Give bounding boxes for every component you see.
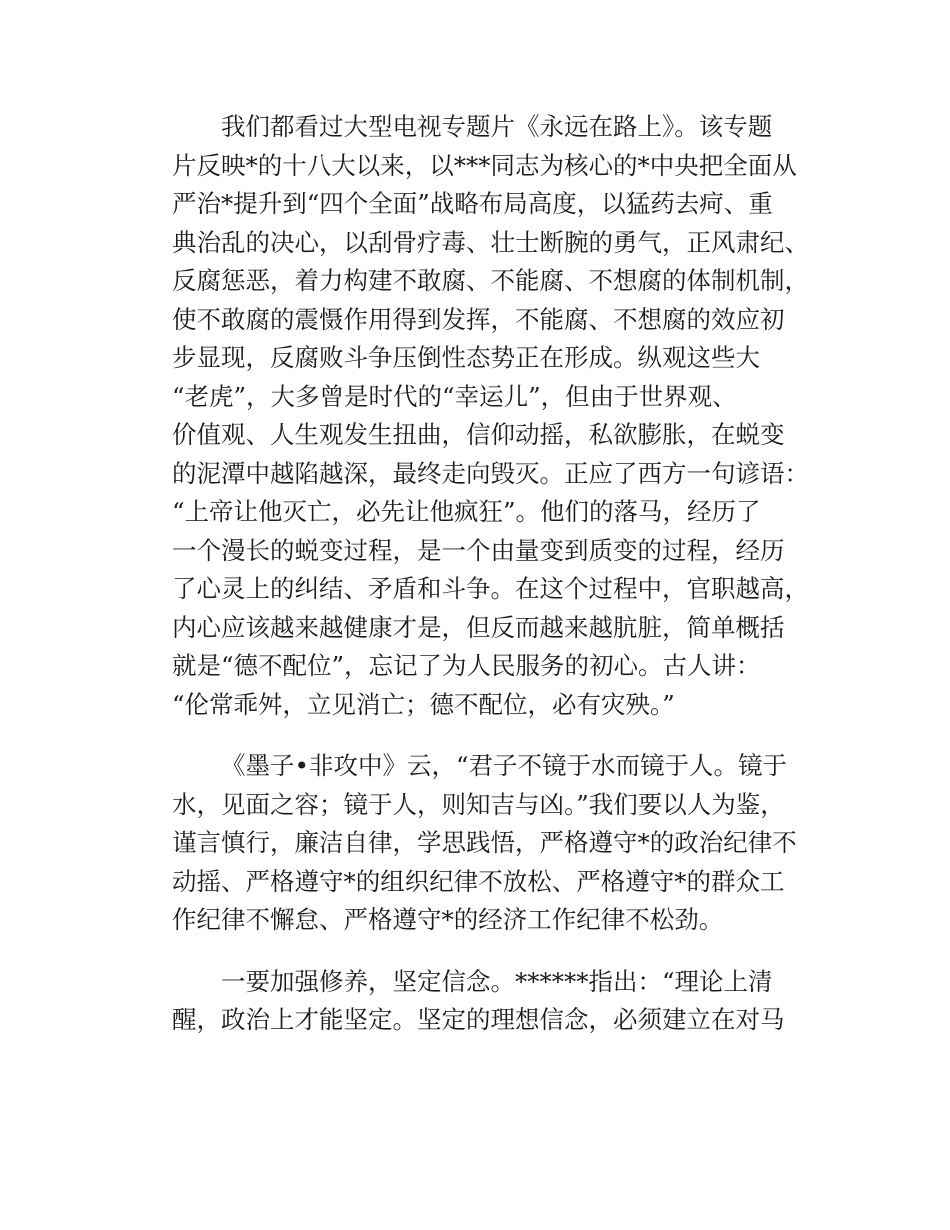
paragraph-line: 一个漫长的蜕变过程，是一个由量变到质变的过程，经历 (172, 535, 785, 565)
paragraph-spacer (172, 940, 812, 963)
paragraph-line: “老虎”，大多曾是时代的“幸运儿”，但由于世界观、 (172, 381, 737, 411)
paragraph-line: 内心应该越来越健康才是，但反而越来越肮脏，简单概括 (172, 612, 785, 642)
paragraph-line: 了心灵上的纠结、矛盾和斗争。在这个过程中，官职越高， (172, 574, 809, 603)
paragraph-line: 就是“德不配位”，忘记了为人民服务的初心。古人讲： (172, 651, 761, 680)
paragraph-spacer (172, 724, 812, 747)
paragraph-line: 作纪律不懈怠、严格遵守*的经济工作纪律不松劲。 (172, 905, 724, 934)
paragraph-line: 醒，政治上才能坚定。坚定的理想信念，必须建立在对马 (172, 1005, 785, 1034)
paragraph-line: “伦常乖舛，立见消亡；德不配位，必有灾殃。” (172, 689, 675, 719)
paragraph-1 (172, 108, 812, 724)
paragraph-line: 谨言慎行，廉洁自律，学思践悟，严格遵守*的政治纪律不 (172, 828, 797, 857)
paragraph-line: 水，见面之容；镜于人，则知吉与凶。”我们要以人为鉴， (172, 789, 785, 819)
paragraph-line: 片反映*的十八大以来，以***同志为核心的*中央把全面从 (172, 150, 797, 180)
paragraph-line: 动摇、严格遵守*的组织纪律不放松、严格遵守*的群众工 (172, 866, 785, 896)
paragraph-line: 严治*提升到“四个全面”战略布局高度，以猛药去疴、重 (172, 189, 773, 218)
paragraph-line: 反腐惩恶，着力构建不敢腐、不能腐、不想腐的体制机制， (172, 266, 809, 295)
document-body (172, 108, 812, 1040)
paragraph-3 (172, 963, 812, 1040)
paragraph-line: 我们都看过大型电视专题片《永远在路上》。该专题 (221, 112, 773, 141)
paragraph-2 (172, 747, 812, 940)
paragraph-line: 使不敢腐的震慑作用得到发挥，不能腐、不想腐的效应初 (172, 304, 785, 334)
paragraph-line: 步显现，反腐败斗争压倒性态势正在形成。纵观这些大 (172, 343, 760, 372)
paragraph-line: 的泥潭中越陷越深，最终走向毁灭。正应了西方一句谚语： (172, 458, 809, 488)
paragraph-line: 价值观、人生观发生扭曲，信仰动摇，私欲膨胀，在蜕变 (172, 420, 785, 449)
paragraph-line: 典治乱的决心，以刮骨疗毒、壮士断腕的勇气，正风肃纪、 (172, 227, 809, 257)
paragraph-line: 《墨子•非攻中》云，“君子不镜于水而镜于人。镜于 (221, 751, 787, 780)
paragraph-line: “上帝让他灭亡，必先让他疯狂”。他们的落马，经历了 (172, 497, 761, 526)
paragraph-line: 一要加强修养，坚定信念。******指出：“理论上清 (221, 966, 773, 996)
